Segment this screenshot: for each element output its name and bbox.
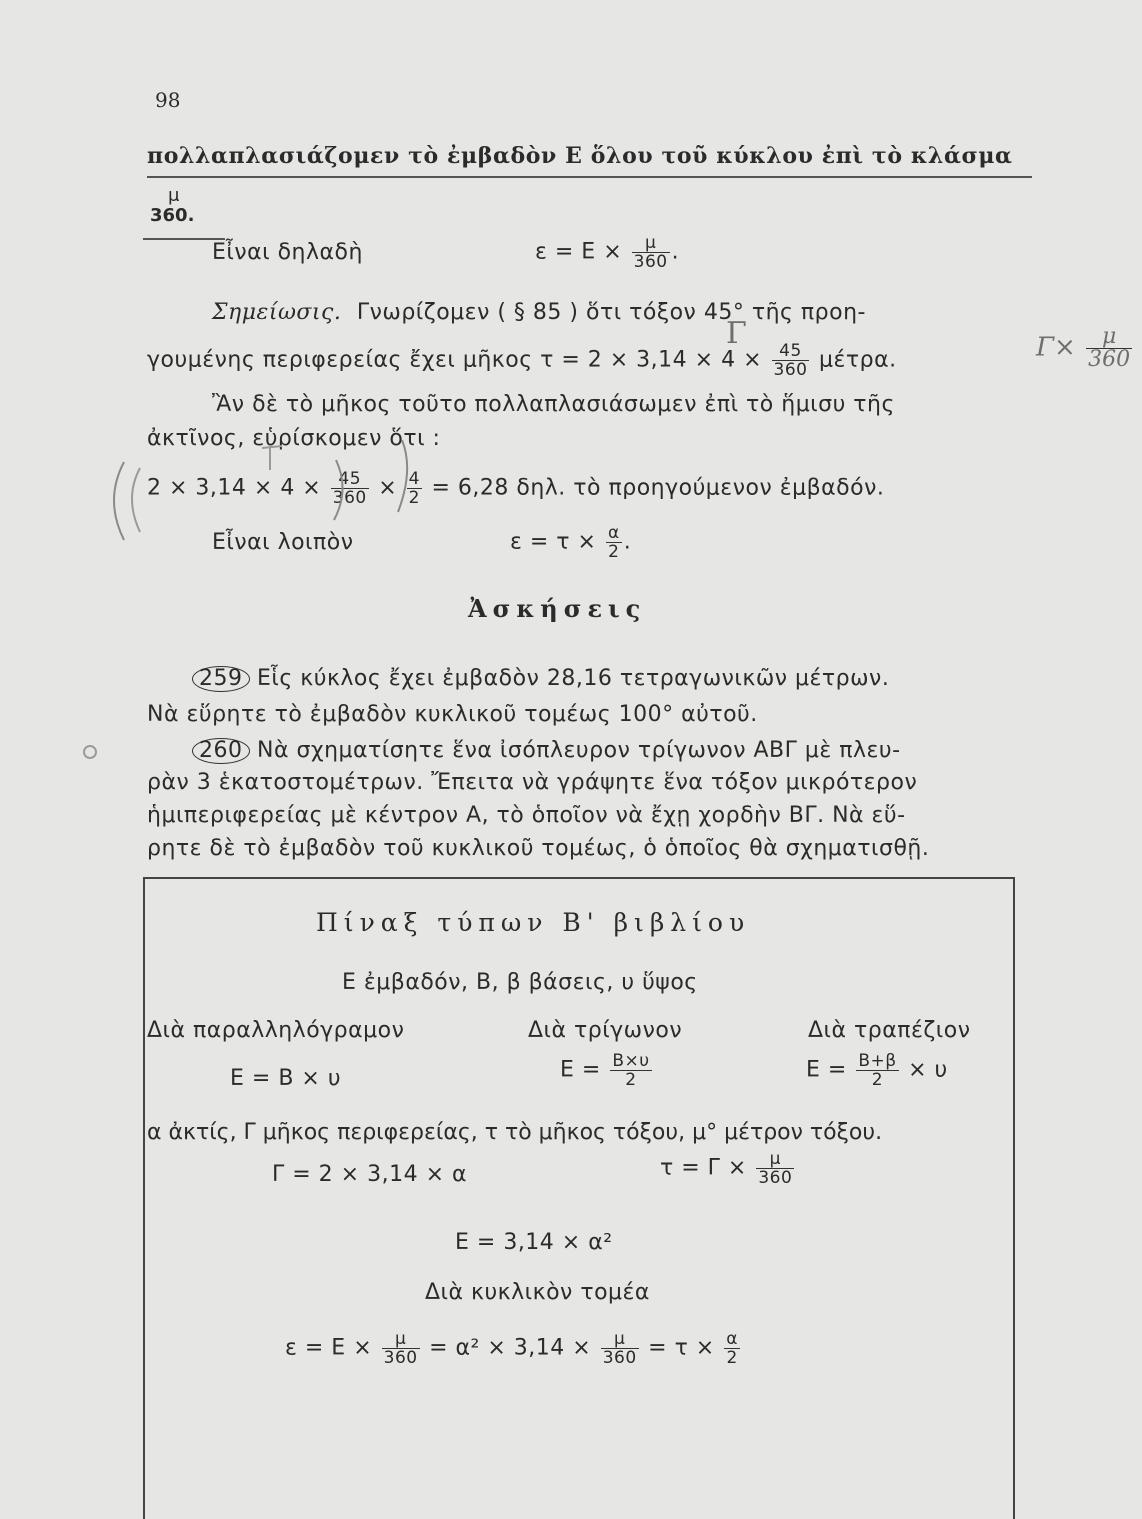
frac-den: 2 <box>856 1070 898 1089</box>
frac-den: 360 <box>758 1168 793 1188</box>
exercises-heading: Ἀσκήσεις <box>468 594 647 623</box>
eq-post: = 6,28 δηλ. τὸ προηγούμενον ἐμβαδόν. <box>431 475 885 501</box>
exercise-259-text1: Εἷς κύκλος ἔχει ἐμβαδὸν 28,16 τετραγωνικῶν μέτρων. <box>257 666 890 691</box>
note-line-d: ἀκτῖνος, εὑρίσκομεν ὅτι : <box>147 426 441 451</box>
result-formula-left: ε = τ × <box>510 529 597 555</box>
result-line <box>212 530 354 555</box>
arc-frac <box>756 1150 794 1187</box>
table-title: Πίναξ τύπων Β' βιβλίου <box>316 908 751 937</box>
table-col2-formula <box>560 1052 654 1089</box>
exercise-259-number: 259 <box>192 666 250 692</box>
header-frac-den-text: 360 <box>150 205 188 226</box>
col3-post: × υ <box>908 1057 948 1083</box>
exercise-259-line1 <box>192 666 889 692</box>
table-col1-head: Διὰ παραλληλόγραμον <box>147 1018 405 1043</box>
formula-sector-1 <box>535 234 679 271</box>
header-frac-num: μ <box>168 185 180 206</box>
col2-frac <box>610 1052 651 1089</box>
frac-num: Β×υ <box>612 1051 650 1071</box>
exercise-260-line3: ἡμιπεριφερείας μὲ κέντρον Α, τὸ ὁποῖον νὰ ἔχῃ χορδὴν ΒΓ. Νὰ εὕ- <box>147 803 906 828</box>
frac-num: 45 <box>779 341 802 361</box>
handwritten-margin-formula <box>1036 326 1134 371</box>
table-col3-formula <box>806 1052 948 1089</box>
sector-frac-2 <box>601 1330 639 1367</box>
table-circle-definitions: α ἀκτίς, Γ μῆκος περιφερείας, τ τὸ μῆκος τόξου, μ° μέτρον τόξου. <box>147 1120 883 1145</box>
exercise-259-line2: Νὰ εὕρητε τὸ ἐμβαδὸν κυκλικοῦ τομέως 100° αὐτοῦ. <box>147 702 758 727</box>
formula-sector-1-frac <box>632 234 670 271</box>
sector-pre: ε = Ε × <box>285 1335 373 1361</box>
sector-frac-3 <box>724 1330 740 1367</box>
frac-den: 2 <box>408 488 420 508</box>
note-line-b <box>147 342 897 379</box>
exercise-260-line2: ρὰν 3 ἑκατοστομέτρων. Ἔπειτα νὰ γράψητε ἕνα τόξον μικρότερον <box>147 770 918 795</box>
note-line-a-text: Γνωρίζομεν ( § 85 ) ὅτι τόξον 45° τῆς προη- <box>356 300 866 325</box>
note-line-a <box>212 300 866 325</box>
frac-num: 45 <box>338 469 362 489</box>
exercise-260-line4: ρητε δὲ τὸ ἐμβαδὸν τοῦ κυκλικοῦ τομέως, ὁ ὁποῖος θὰ σχηματισθῇ. <box>147 836 930 861</box>
hand-formula-frac <box>1086 326 1132 371</box>
arc-pre: τ = Γ × <box>660 1155 747 1181</box>
note-equation <box>147 470 884 507</box>
table-area-formula: Ε = 3,14 × α² <box>455 1230 613 1255</box>
note-line-b-pre: γουμένης περιφερείας ἔχει μῆκος τ = 2 × 3,14 × 4 × <box>147 347 763 373</box>
line-therefore <box>212 240 363 265</box>
frac-num: 4 <box>408 469 420 489</box>
frac-den: 2 <box>606 542 622 561</box>
header-frac-den <box>150 206 194 226</box>
frac-num: μ <box>1101 324 1117 349</box>
note-line-b-post: μέτρα. <box>818 347 897 373</box>
frac-num: μ <box>644 233 657 253</box>
sector-mid-2: = τ × <box>648 1335 715 1361</box>
table-sector-head: Διὰ κυκλικὸν τομέα <box>425 1280 650 1305</box>
header-line: πολλαπλασιάζομεν τὸ ἐμβαδὸν E ὅλου τοῦ κύκλου ἐπὶ τὸ κλάσμα <box>147 143 1013 169</box>
formula-sector-1-left: ε = Ε × <box>535 239 623 265</box>
eq-pre: 2 × 3,14 × 4 × <box>147 475 322 501</box>
exercise-260-text1: Νὰ σχηματίσητε ἕνα ἰσόπλευρον τρίγωνον ΑΒΓ μὲ πλευ- <box>257 738 901 763</box>
frac-den: 360 <box>1088 347 1131 372</box>
therefore-text: Εἶναι δηλαδὴ <box>212 240 363 265</box>
eq-frac-2 <box>407 470 422 507</box>
eq-mid: × <box>378 475 398 501</box>
frac-num: Β+β <box>858 1051 897 1071</box>
eq-frac-1 <box>331 470 369 507</box>
note-line-c: Ἂν δὲ τὸ μῆκος τοῦτο πολλαπλασιάσωμεν ἐπὶ τὸ ἥμισυ τῆς <box>212 392 895 417</box>
col2-pre: Ε = <box>560 1057 601 1083</box>
result-frac <box>606 524 622 561</box>
result-text: Εἶναι λοιπὸν <box>212 530 354 555</box>
col3-frac <box>856 1052 898 1089</box>
note-label: Σημείωσις. <box>212 300 342 325</box>
frac-den: 360 <box>383 1348 418 1368</box>
table-circumference-formula: Γ = 2 × 3,14 × α <box>272 1162 467 1187</box>
table-col1-formula: Ε = Β × υ <box>230 1066 342 1091</box>
exercise-260-line1 <box>192 738 901 764</box>
table-col3-head: Διὰ τραπέζιον <box>808 1018 971 1043</box>
header-rule <box>147 176 1032 178</box>
formula-tail: . <box>671 239 680 265</box>
frac-den: 360 <box>773 360 808 380</box>
sector-frac-1 <box>382 1330 420 1367</box>
frac-den: 360 <box>633 252 668 272</box>
table-col2-head: Διὰ τρίγωνον <box>528 1018 683 1043</box>
result-formula <box>510 524 631 561</box>
table-sector-formula <box>285 1330 742 1367</box>
hand-formula-left: Γ× <box>1036 332 1076 363</box>
exercise-260-number: 260 <box>192 738 250 764</box>
frac-den: 2 <box>724 1348 740 1367</box>
header-fraction <box>150 186 194 226</box>
table-subtitle: Ε ἐμβαδόν, Β, β βάσεις, υ ὕψος <box>342 970 698 995</box>
sector-mid-1: = α² × 3,14 × <box>429 1335 592 1361</box>
result-tail: . <box>623 529 632 555</box>
note-line-b-frac <box>772 342 810 379</box>
header-frac-tail: . <box>187 205 195 226</box>
frac-den: 360 <box>332 488 367 508</box>
table-arc-formula <box>660 1150 796 1187</box>
frac-den: 360 <box>602 1348 637 1368</box>
frac-num: μ <box>614 1329 626 1349</box>
frac-num: α <box>726 1329 738 1349</box>
col3-pre: Ε = <box>806 1057 847 1083</box>
frac-num: α <box>607 523 620 543</box>
frac-num: μ <box>769 1149 781 1169</box>
handwritten-mark-gamma: Γ <box>726 316 747 351</box>
page-number: 98 <box>155 88 181 112</box>
frac-num: μ <box>394 1329 407 1349</box>
frac-den: 2 <box>610 1070 651 1089</box>
